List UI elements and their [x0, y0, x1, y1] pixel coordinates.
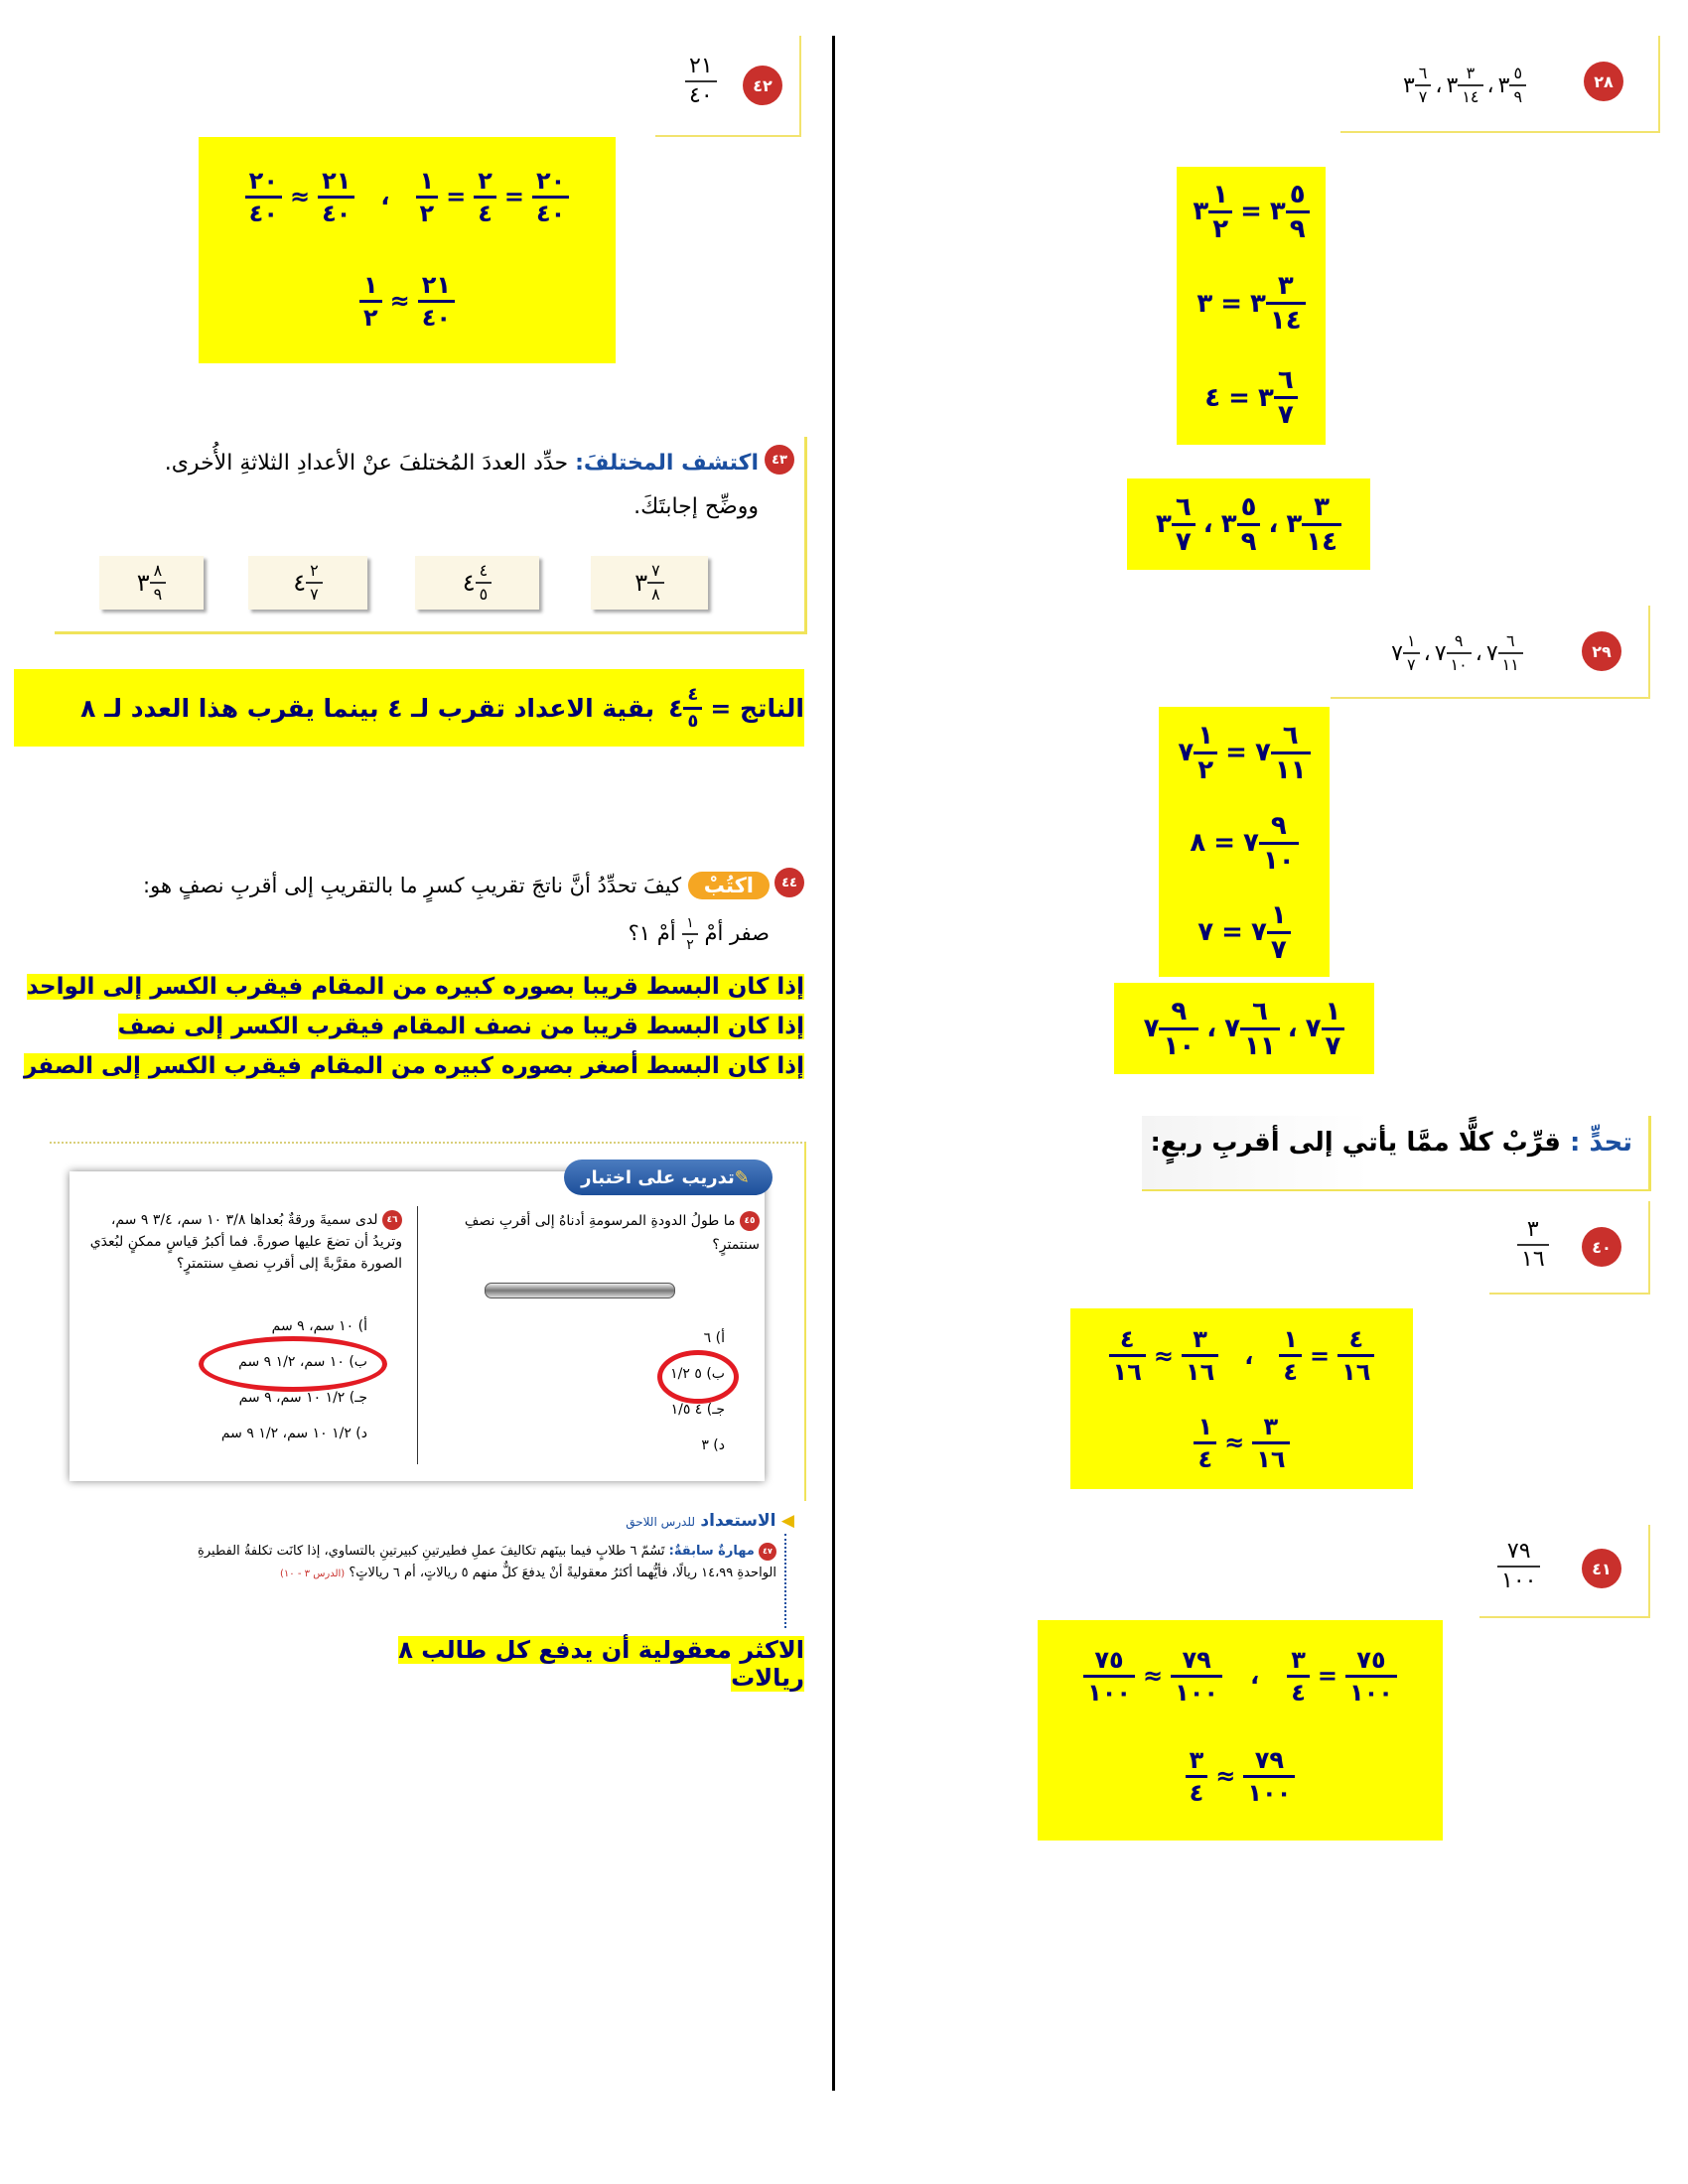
- q28-order-box: ٣ $\frac{٦}{٧}$ ، ٣ $\frac{٥}{٩}$ ، ٣ $\frac{٣}{١٤}$: [1127, 478, 1370, 570]
- q46-answer-circle: [199, 1336, 387, 1392]
- q41-number-badge: ٤١: [1582, 1549, 1621, 1588]
- q40-number-badge: ٤٠: [1582, 1227, 1621, 1267]
- q40-work-box: [1070, 1308, 1413, 1489]
- q29-order-box: ٧ $\frac{٩}{١٠}$ ، ٧ $\frac{٦}{١١}$ ، ٧ $\frac{١}{٧}$: [1114, 983, 1374, 1074]
- q45-answer-circle: [657, 1350, 739, 1404]
- q44-answer-2: إذا كان البسط قريبا من نصف المقام فيقرب الكسر إلى نصف: [117, 1014, 804, 1039]
- q46-option-d[interactable]: د) ١/٢ ١٠ سم، ١/٢ ٩ سم: [220, 1426, 367, 1441]
- q44-answer-1: إذا كان البسط قريبا بصوره كبيره من المقام فيقرب الكسر إلى الواحد: [26, 974, 804, 1000]
- q28-line-2: ٣ = ٣ $\frac{٣}{١٤}$: [1177, 256, 1326, 350]
- q45-question: ٤٥ ما طولُ الدودةِ المرسومةِ أدناهُ إلى أقربِ نصفِ سنتمترٍ؟: [464, 1213, 760, 1253]
- q40-header: [1489, 1201, 1650, 1295]
- q42-result: $\frac{١}{٢}$ ≈ $\frac{٢١}{٤٠}$: [199, 256, 616, 345]
- q41-result: $\frac{٣}{٤}$ ≈ $\frac{٧٩}{١٠٠}$: [1038, 1731, 1443, 1821]
- q29-prompt: ٧ $\frac{٦}{١١}$ ، ٧ $\frac{٩}{١٠}$ ، ٧ $\frac{١}{٧}$: [1345, 625, 1569, 681]
- q29-work-box: [1159, 707, 1330, 977]
- q44-line2: صفر أمْ $\frac{١}{٢}$ أمْ ١؟: [628, 915, 770, 953]
- prep-frame: [784, 1534, 788, 1628]
- q45-option-b[interactable]: ب) ٥ ١/٢: [670, 1366, 725, 1382]
- q28-line-3: ٤ = ٣ $\frac{٦}{٧}$: [1177, 350, 1326, 445]
- q46-option-c[interactable]: جـ) ١/٢ ١٠ سم، ٩ سم: [238, 1390, 367, 1406]
- q29-line-2: ٨ = ٧ $\frac{٩}{١٠}$: [1159, 798, 1330, 887]
- q42-number-badge: ٤٢: [743, 66, 782, 105]
- q47-number-badge: ٤٧: [759, 1543, 776, 1561]
- q43-card-1: ٣ $\frac{٨}{٩}$: [99, 556, 204, 610]
- q45-option-c[interactable]: جـ) ٤ ١/٥: [670, 1402, 725, 1418]
- triangle-icon: ◀: [780, 1511, 794, 1531]
- q40-prompt: $\frac{٣}{١٦}$: [1517, 1219, 1549, 1271]
- q46-option-b[interactable]: ب) ١٠ سم، ١/٢ ٩ سم: [238, 1354, 367, 1370]
- q41-equations: $\frac{٧٥}{١٠٠}$ ≈ $\frac{٧٩}{١٠٠}$ ، $\frac{٣}{٤}$ = $\frac{٧٥}{١٠٠}$: [1038, 1620, 1443, 1731]
- q43-card-4: ٣ $\frac{٧}{٨}$: [591, 556, 708, 610]
- q47-answer: الاكثر معقولية أن يدفع كل طالب ٨ ريالات: [398, 1636, 804, 1692]
- pencil-icon: ✎: [734, 1166, 750, 1188]
- q28-prompt: ٣ $\frac{٥}{٩}$ ، ٣ $\frac{٣}{١٤}$ ، ٣ $\frac{٦}{٧}$: [1355, 58, 1574, 113]
- prep-heading: ◀ الاستعداد للدرس اللاحق: [626, 1511, 794, 1531]
- q43-text-line1: حدِّد العددَ المُختلفَ عنْ الأعدادِ الثلاثةِ الأُخرى.: [164, 451, 569, 476]
- q44-answers: [14, 967, 804, 1086]
- q46-option-a[interactable]: أ) ١٠ سم، ٩ سم: [271, 1318, 367, 1334]
- q29-line-3: ٧ = ٧ $\frac{١}{٧}$: [1159, 887, 1330, 977]
- q44-question: [60, 862, 770, 957]
- q44-number-badge: ٤٤: [774, 868, 804, 897]
- q41-work-box: [1038, 1620, 1443, 1841]
- challenge-label: تحدٍّ :: [1570, 1128, 1632, 1158]
- q43-number-badge: ٤٣: [765, 445, 794, 475]
- q28-line-1: ٣ $\frac{١}{٢}$ = ٣ $\frac{٥}{٩}$: [1177, 167, 1326, 256]
- q29-number-badge: ٢٩: [1582, 631, 1621, 671]
- q46-question: ٤٦ لدى سميةَ ورقةٌ بُعداها ٣/٨ ١٠ سم، ٣/٤ ٩ سم، وتريدُ أن تضعَ عليها صورةً. فما أكبرُ قياسٍ ممكنٍ لبُعدَي الصورة مقرَّبةً إلى أقربِ نصفِ سنتمترٍ؟: [89, 1212, 402, 1272]
- q45-option-d[interactable]: د) ٣: [701, 1437, 725, 1453]
- worm-image: [485, 1283, 675, 1298]
- q43-answer: الناتج = ٤ $\frac{٤}{٥}$ بقية الاعداد تقرب لـ ٤ بينما يقرب هذا العدد لـ ٨: [14, 669, 804, 747]
- q42-work-box: [199, 137, 616, 363]
- q41-prompt: $\frac{٧٩}{١٠٠}$: [1497, 1541, 1540, 1592]
- q46-number-badge: ٤٦: [382, 1210, 402, 1230]
- test-practice-banner: تدريب على اختبار ✎: [564, 1160, 773, 1195]
- q45-option-a[interactable]: أ) ٦: [703, 1330, 725, 1346]
- challenge-heading: [1142, 1116, 1651, 1191]
- q29-line-1: ٧ $\frac{١}{٢}$ = ٧ $\frac{٦}{١١}$: [1159, 707, 1330, 798]
- test-column-divider: [417, 1206, 418, 1464]
- q45-number-badge: ٤٥: [740, 1211, 760, 1231]
- q28-work-box: [1177, 167, 1326, 445]
- challenge-text: قرِّبْ كلًّا ممَّا يأتي إلى أقربِ ربعٍ:: [1150, 1128, 1561, 1158]
- q28-number-badge: ٢٨: [1584, 62, 1623, 101]
- q44-tag: اكتُبْ: [688, 872, 770, 899]
- q42-prompt: $\frac{٢١}{٤٠}$: [685, 56, 717, 107]
- q40-result: $\frac{١}{٤}$ ≈ $\frac{٣}{١٦}$: [1070, 1403, 1413, 1482]
- q44-line1: كيفَ تحدِّدُ أنَّ ناتجَ تقريبِ كسرٍ ما بالتقريبِ إلى أقربِ نصفٍ هو:: [143, 874, 682, 897]
- q47-question: ٤٧ مهارةٌ سابقةٌ: تَسُمّ ٦ طلابٍ فيما بينَهم تكاليفَ عملِ فطيرتينِ كبيرتينِ بالتساوي، إذا كانَت تكلفةُ الفطيرةِ الواحدةِ ١٤،٩٩ ريالًا، فأيُّهما أكثرُ معقوليةً أنْ يدفعَ كلٌّ منهم ٥ ريالاتٍ، أم ٦ ريالاتٍ؟ (الدرس ٣ - ١٠): [198, 1544, 776, 1580]
- q42-equations: $\frac{٢٠}{٤٠}$ ≈ $\frac{٢١}{٤٠}$ ، $\frac{١}{٢}$ = $\frac{٢}{٤}$ = $\frac{٢٠}{٤٠}$: [199, 137, 616, 256]
- q43-card-3: ٤ $\frac{٤}{٥}$: [415, 556, 539, 610]
- q43-title: اكتشف المختلفَ:: [575, 451, 759, 476]
- q43-text-line2: ووضِّح إجابتَكَ.: [633, 494, 759, 519]
- q43-card-2: ٤ $\frac{٢}{٧}$: [248, 556, 367, 610]
- q40-equations: $\frac{٤}{١٦}$ ≈ $\frac{٣}{١٦}$ ، $\frac{١}{٤}$ = $\frac{٤}{١٦}$: [1070, 1308, 1413, 1403]
- q43-question: [60, 442, 759, 529]
- column-divider: [832, 36, 835, 2091]
- q44-answer-3: إذا كان البسط أصغر بصوره كبيره من المقام فيقرب الكسر إلى الصفر: [24, 1053, 804, 1079]
